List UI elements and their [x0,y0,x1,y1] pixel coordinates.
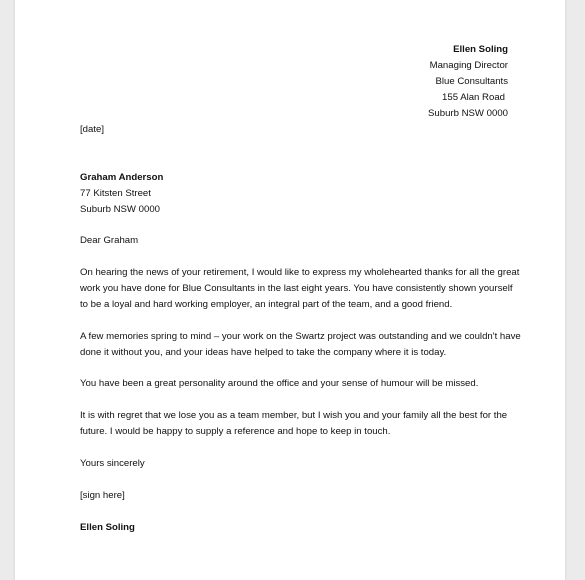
body-paragraph-2 [80,329,521,361]
sender-address-block [428,42,508,122]
body-paragraph-4 [80,408,507,440]
date-block [80,122,104,138]
signature-block [80,488,125,504]
body-paragraph-3 [80,376,478,392]
recipient-name: Graham Anderson [80,172,164,183]
closing-block [80,456,145,472]
letter-page [15,0,565,580]
paragraph-line: You have been a great personality around the office and your sense of humour will be missed. [80,378,479,389]
body-paragraph-1 [80,265,519,313]
closing: Yours sincerely [80,458,145,469]
sender-company: Blue Consultants [435,76,508,87]
sender-suburb: Suburb NSW 0000 [428,108,508,119]
letter-date: [date] [80,124,105,135]
paragraph-line: to be a loyal and hard working employer, an integral part of the team, and a good friend. [80,299,453,310]
paragraph-line: future. I would be happy to supply a reference and hope to keep in touch. [80,426,391,437]
paragraph-line: A few memories spring to mind – your work on the Swartz project was outstanding and we couldn't have [80,331,521,342]
sender-street: 155 Alan Road [442,92,505,103]
paragraph-line: On hearing the news of your retirement, I would like to express my wholehearted thanks for all the great [80,267,520,278]
paragraph-line: work you have done for Blue Consultants in the last eight years. You have consistently shown yourself [80,283,513,294]
signoff-name: Ellen Soling [80,522,135,533]
recipient-address-block [80,170,163,218]
signature-placeholder: [sign here] [80,490,125,501]
paragraph-line: done it without you, and your ideas have helped to take the company where it is today. [80,347,447,358]
signoff-block [80,520,135,536]
recipient-street: 77 Kitsten Street [80,188,151,199]
sender-title: Managing Director [429,60,508,71]
salutation: Dear Graham [80,235,139,246]
salutation-block [80,233,138,249]
paragraph-line: It is with regret that we lose you as a team member, but I wish you and your family all the best for the [80,410,508,421]
recipient-suburb: Suburb NSW 0000 [80,204,160,215]
sender-name: Ellen Soling [453,44,508,55]
